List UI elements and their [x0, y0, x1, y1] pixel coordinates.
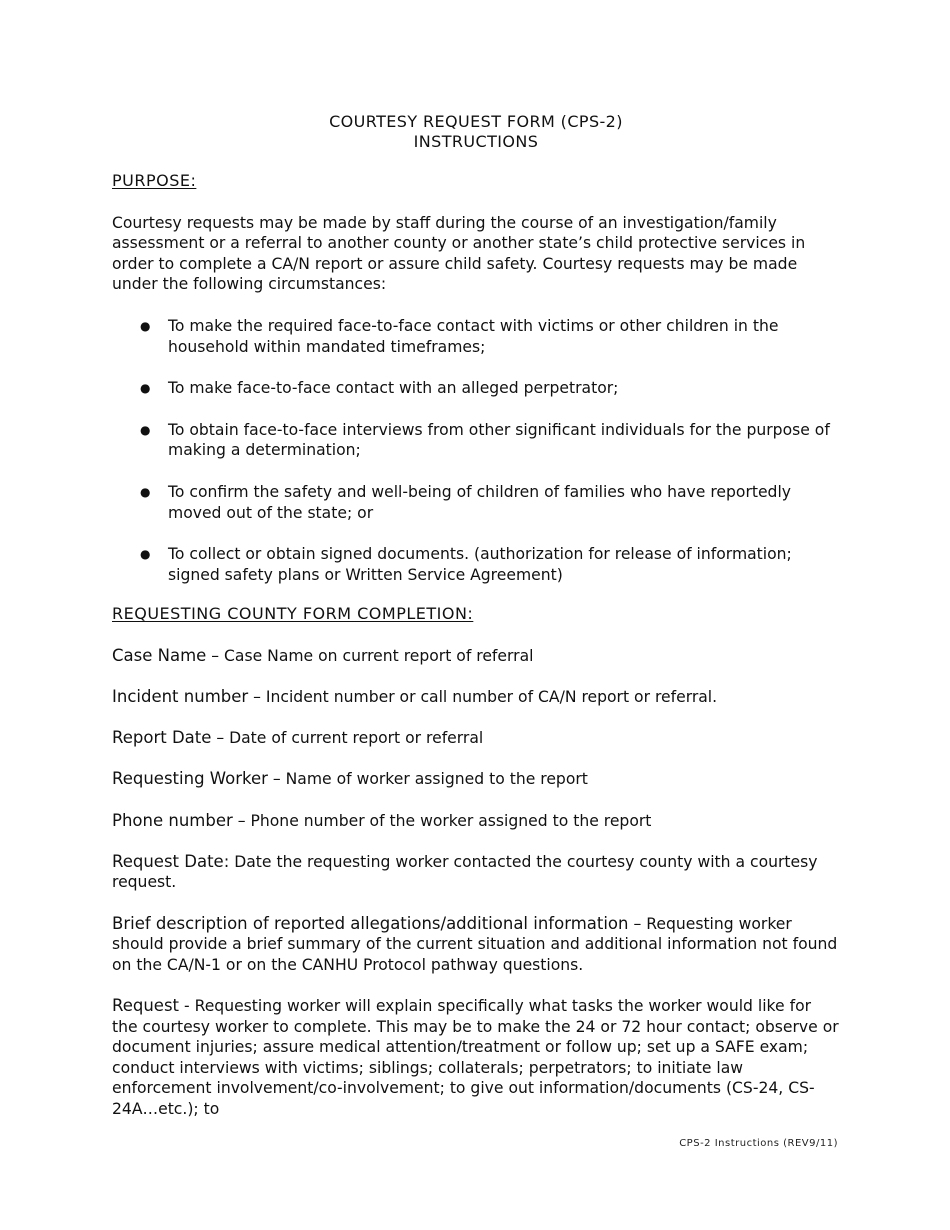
list-item	[112, 544, 840, 585]
bullet-icon: ●	[140, 318, 151, 333]
field-separator: -	[179, 997, 195, 1015]
list-item	[112, 420, 840, 461]
completion-heading: REQUESTING COUNTY FORM COMPLETION:	[112, 604, 474, 624]
page-footer: CPS-2 Instructions (REV9/11)	[679, 1138, 838, 1149]
field-entry-requesting-worker	[112, 769, 840, 790]
list-item-text: To make the required face-to-face contact with victims or other children in the household within mandated timeframes;	[168, 316, 779, 356]
field-entry-request-date	[112, 852, 840, 893]
list-item	[112, 316, 840, 357]
field-entry-brief-description	[112, 914, 840, 976]
field-term: Request	[112, 996, 180, 1015]
bullet-icon: ●	[140, 381, 151, 396]
field-entry-case-name	[112, 646, 840, 667]
field-term: Request Date:	[112, 851, 230, 871]
field-separator: –	[232, 811, 251, 830]
circumstances-list	[112, 316, 840, 585]
purpose-heading: PURPOSE:	[112, 171, 197, 190]
field-separator: –	[211, 729, 230, 748]
field-description: Case Name on current report of referral	[224, 646, 534, 665]
field-separator: –	[628, 914, 647, 933]
document-title	[112, 112, 840, 151]
bullet-icon: ●	[140, 422, 151, 437]
field-separator: –	[248, 688, 266, 707]
field-term: Incident number	[112, 687, 249, 707]
field-description: Name of worker assigned to the report	[285, 770, 588, 789]
field-term: Brief description of reported allegations/additional information	[112, 913, 629, 933]
document-body	[112, 112, 840, 1140]
field-term: Report Date	[112, 728, 212, 748]
field-description: Phone number of the worker assigned to the report	[250, 811, 652, 830]
list-item-text: To collect or obtain signed documents. (authorization for release of information; signed safety plans or Written Service Agreement)	[168, 545, 792, 584]
field-entry-report-date	[112, 728, 840, 749]
field-entry-incident-number	[112, 687, 840, 708]
field-description: Date of current report or referral	[229, 729, 484, 748]
field-description: Date the requesting worker contacted the courtesy county with a courtesy request.	[112, 852, 818, 892]
list-item-text: To obtain face-to-face interviews from other significant individuals for the purpose of making a determination;	[168, 420, 830, 460]
bullet-icon: ●	[140, 547, 151, 562]
field-separator: –	[267, 770, 286, 789]
bullet-icon: ●	[140, 484, 151, 499]
field-description: Requesting worker will explain specifically what tasks the worker would like for the courtesy worker to complete. This may be to make the 24 or 72 hour contact; observe or document injuries; assure medical attention/treatment or follow up; set up a SAFE exam; conduct interviews with victims; siblings; collaterals; perpetrators; to initiate law enforcement involvement/co-involvement; to give out information/documents (CS-24, CS-24A…etc.); to	[112, 997, 839, 1118]
field-term: Case Name	[112, 645, 207, 665]
field-term: Phone number	[112, 810, 233, 830]
list-item-text: To make face-to-face contact with an alleged perpetrator;	[168, 379, 619, 398]
field-entry-phone-number	[112, 811, 840, 832]
field-entry-request	[112, 996, 840, 1120]
field-description: Incident number or call number of CA/N report or referral.	[265, 688, 718, 707]
purpose-intro: Courtesy requests may be made by staff during the course of an investigation/family assessment or a referral to another county or another state’s child protective services in order to complete a CA/N report or assure child safety. Courtesy requests may be made under the following circumstances:	[112, 213, 806, 294]
title-line-2: INSTRUCTIONS	[413, 131, 539, 151]
list-item-text: To confirm the safety and well-being of children of families who have reportedly moved out of the state; or	[168, 482, 792, 522]
list-item	[112, 482, 840, 523]
title-line-1: COURTESY REQUEST FORM (CPS-2)	[329, 112, 623, 131]
field-separator: –	[206, 646, 225, 665]
list-item	[112, 378, 840, 399]
field-description: Requesting worker should provide a brief summary of the current situation and additional information not found on the CA/N-1 or on the CANHU Protocol pathway questions.	[112, 914, 838, 974]
field-term: Requesting Worker	[112, 769, 268, 789]
